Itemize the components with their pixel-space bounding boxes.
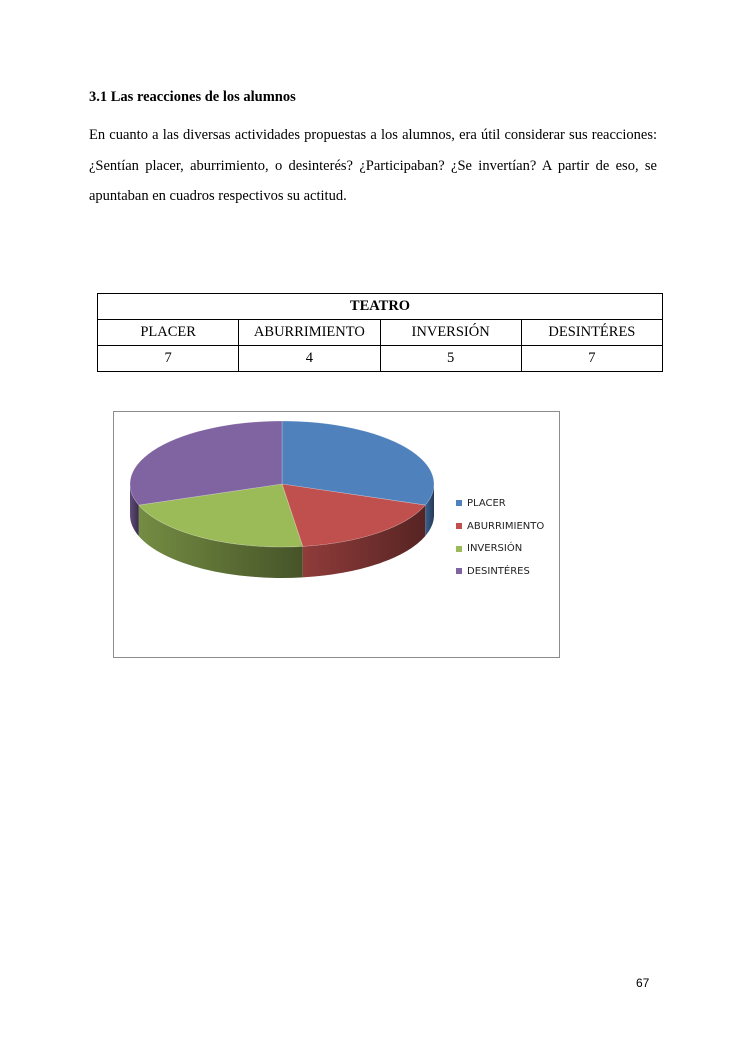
chart-legend	[456, 492, 544, 583]
intro-paragraph: En cuanto a las diversas actividades propuestas a los alumnos, era útil considerar sus reacciones: ¿Sentían placer, aburrimiento, o desinterés? ¿Participaban? ¿Se invertían? A partir de eso, se apuntaban en cuadros respectivos su actitud.	[89, 127, 657, 204]
table-header-cell: PLACER	[98, 320, 239, 346]
legend-label: PLACER	[467, 497, 506, 509]
table-row	[98, 346, 663, 372]
section-title: 3.1 Las reacciones de los alumnos	[89, 89, 296, 105]
table-header-cell: ABURRIMIENTO	[239, 320, 380, 346]
table-cell: 7	[521, 346, 662, 372]
table-header-row	[98, 320, 663, 346]
table-header-cell: INVERSIÓN	[380, 320, 521, 346]
legend-item-inversion	[456, 537, 544, 560]
legend-swatch	[456, 523, 462, 529]
legend-label: ABURRIMIENTO	[467, 520, 545, 532]
legend-item-desinteres	[456, 560, 544, 583]
table-title: TEATRO	[98, 294, 663, 320]
table-cell: 7	[98, 346, 239, 372]
table-title-row	[98, 294, 663, 320]
table-cell: 4	[239, 346, 380, 372]
legend-swatch	[456, 546, 462, 552]
table-cell: 5	[380, 346, 521, 372]
legend-label: INVERSIÓN	[467, 543, 523, 555]
pie-chart	[113, 411, 560, 658]
page-number: 67	[636, 976, 650, 990]
table-header-cell: DESINTÉRES	[521, 320, 662, 346]
teatro-table	[97, 293, 663, 372]
legend-item-aburrimiento	[456, 515, 544, 538]
legend-item-placer	[456, 492, 544, 515]
legend-label: DESINTÉRES	[467, 565, 530, 577]
legend-swatch	[456, 500, 462, 506]
legend-swatch	[456, 568, 462, 574]
